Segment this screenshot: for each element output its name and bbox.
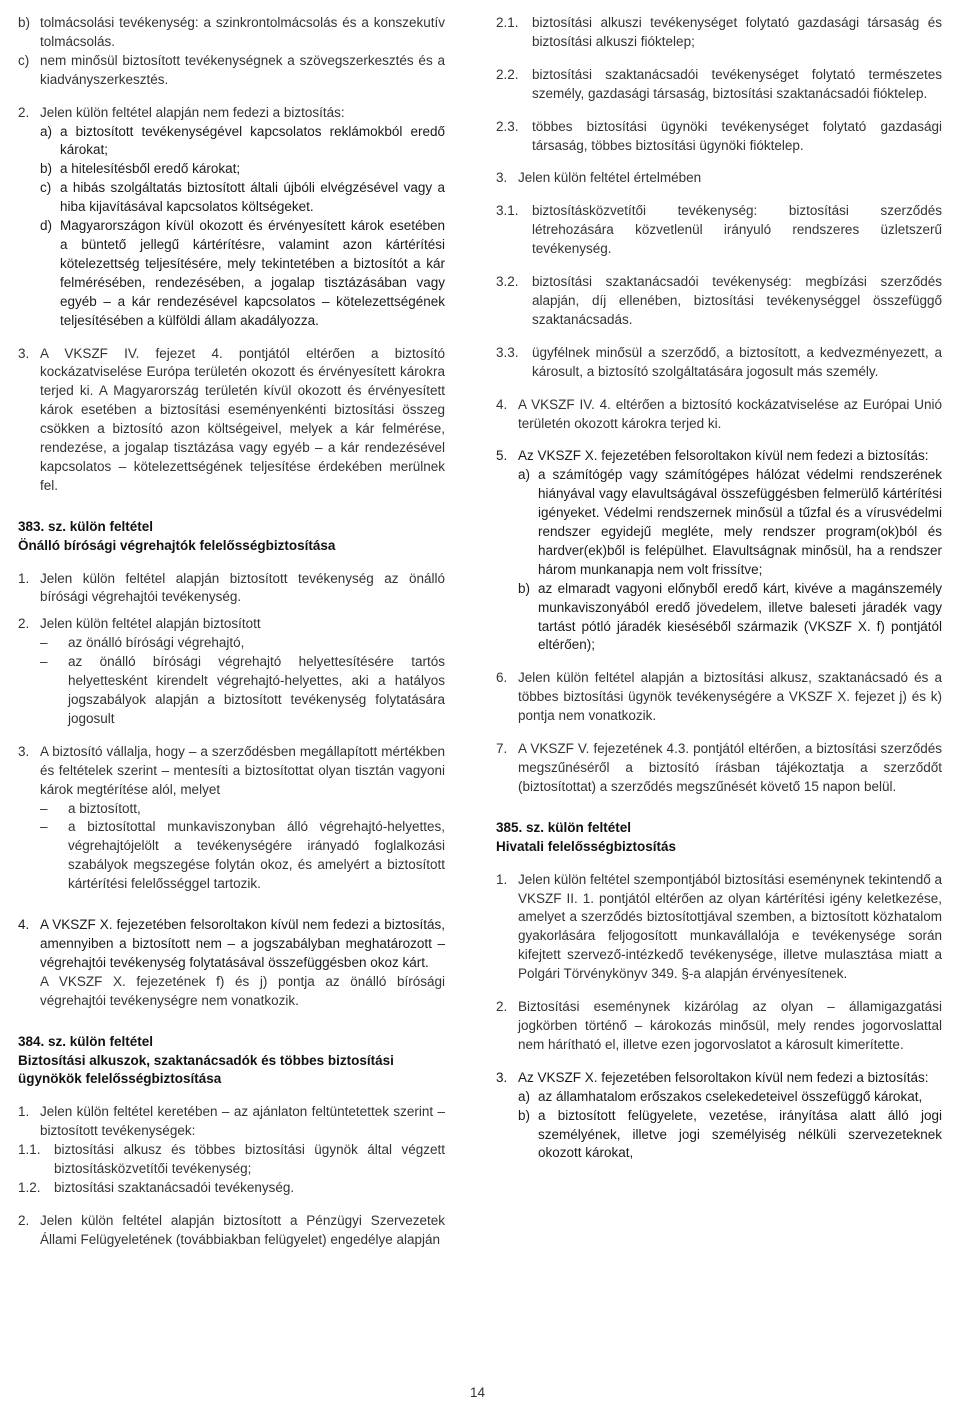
list-item: a) az államhatalom erőszakos cselekedeteivel összefüggő károkat,: [518, 1088, 923, 1104]
list-item: 2.3. többes biztosítási ügynöki tevékenységet folytató gazdasági társaság, többes biztosítási ügynöki fióktelep.: [496, 118, 942, 153]
list-item: d) Magyarországon kívül okozott és érvényesített károk esetében a büntető jellegű kártérítésre, valamint azon kártérítési kötelezettség teljesítésére, mely tekintetében a biztosítót a kár felmérésében, rendezésében, a jogalap tisztázásában vagy egyéb – a kár rendezésével kapcsolatos – kötelezettségének teljesítésében a külföldi állam akadályozza.: [40, 218, 445, 328]
list-item: a) a számítógép vagy számítógépes hálózat védelmi rendszerének hiányával vagy elavultságával összefüggésben felmerülő kártérítési igényeket. Védelmi rendszernek minősül a tűzfal és a vírusvédelmi rendszer egyidejű megléte, mely rendszer program(ok)ból és hardver(ek)ből is felépülhet. Elavultságnak minősül, ha a rendszer három munkanapja nem volt frissítve;: [518, 467, 942, 577]
section-heading-383: 383. sz. külön feltétel: [18, 518, 154, 534]
list-item: 1. Jelen külön feltétel alapján biztosított tevékenység az önálló bírósági végrehajtói tevékenység.: [18, 570, 445, 605]
dash-item: – a biztosított,: [40, 800, 141, 816]
list-item: b) tolmácsolási tevékenység: a szinkrontolmácsolás és a konszekutív tolmácsolás.: [18, 15, 445, 49]
list-item: 1.2. biztosítási szaktanácsadói tevékenység.: [18, 1179, 295, 1195]
section-title-384: Biztosítási alkuszok, szaktanácsadók és többes biztosítási ügynökök felelősségbiztosítása: [18, 1052, 394, 1087]
list-item: b) az elmaradt vagyoni előnyből eredő kárt, kivéve a magánszemély munkaviszonyából eredő jövedelem, illetve baleseti járadék vagy tartást pótló járadék kieséséből származik (VKSZF X. f) pontjától eltérően);: [518, 580, 942, 653]
list-item: 7. A VKSZF V. fejezetének 4.3. pontjától eltérően, a biztosítási szerződés megszűnéséről a biztosító írásban tájékoztatja a szerződőt (biztosítottat) a szerződés megszűnését követő 15 napon belül.: [496, 741, 942, 794]
list-item: b) a biztosított felügyelete, vezetése, irányítása alatt álló jogi személyének, illetve jogi személyiség nélküli szervezeteknek okozott károkat,: [518, 1107, 942, 1161]
list-item: 3.1. biztosításközvetítői tevékenység: biztosítási szerződés létrehozására közvetlenül irányuló rendszeres üzletszerű tevékenység.: [496, 203, 942, 257]
list-item: 2. Jelen külön feltétel alapján biztosított a Pénzügyi Szervezetek Állami Felügyeletének (továbbiakban felügyelet) engedélye alapján: [18, 1212, 445, 1247]
list-item: 3.2. biztosítási szaktanácsadói tevékenység: megbízási szerződés alapján, díj ellenében, biztosítási tevékenységgel összefüggő szaktanácsadás.: [496, 274, 942, 327]
section-heading-384: 384. sz. külön feltétel: [18, 1033, 154, 1049]
list-item: 5. Az VKSZF X. fejezetében felsoroltakon kívül nem fedezi a biztosítás:: [496, 448, 929, 464]
list-item: 2.2. biztosítási szaktanácsadói tevékenységet folytató természetes személy, gazdasági társaság, biztosítási szaktanácsadói fióktelep.: [496, 66, 942, 101]
list-item: 2. Biztosítási eseménynek kizárólag az olyan – államigazgatási jogkörben történő – károkozás minősül, mely rendes jogorvoslattal nem hárítható el, illetve ezen jogorvoslatot a károsult kimerítette.: [496, 999, 942, 1052]
list-item: 3. A biztosító vállalja, hogy – a szerződésben megállapított mértékben és feltételek szerint – mentesíti a biztosítottat olyan tisztán vagyoni károk megtérítése alól, melyet: [18, 743, 445, 797]
list-item: c) nem minősül biztosított tevékenységnek a szövegszerkesztés és a kiadványszerkesztés.: [18, 52, 445, 87]
list-item: a) a biztosított tevékenységével kapcsolatos reklámokból eredő károkat;: [40, 123, 445, 158]
list-item: 3. A VKSZF IV. fejezet 4. pontjától eltérően a biztosító kockázatviselése Európa területén okozott és érvényesített károkra terjed ki. A Magyarország területén kívül okozott és érvényesített károk esetében a biztosítási eseményenkénti biztosítási összeg csökken a biztosító azon költségeivel, melyek a kár felmérése, rendezése, a jogalap tisztázása vagy egyéb – a kár rendezésével kapcsolatos – kötelezettségének teljesítése érdekében merülnek fel.: [18, 345, 445, 493]
left-column: [18, 14, 445, 1250]
list-item: 1. Jelen külön feltétel szempontjából biztosítási eseménynek tekintendő a VKSZF II. 1. pontjától eltérően az olyan kártérítési igény keletkezése, amelyet a szerződés biztosítottjával szemben, a biztosított közhatalom gyakorlására feljogosított munkavállalója e tevékenysége során kifejtett szervező-intézkedő tevékenysége, illetve mulasztása miatt a Polgári Törvénykönyv 349. §-a alapján érvényesítenek.: [496, 871, 943, 982]
section-heading-385: 385. sz. külön feltétel: [496, 819, 632, 835]
dash-item: – az önálló bírósági végrehajtó helyettesítésére tartós helyettesként kirendelt végrehajtó-helyettes, aki a hatályos jogszabályok alapján a biztosított tevékenység folytatására jogosult: [40, 654, 445, 726]
list-item: 2.1. biztosítási alkuszi tevékenységet folytató gazdasági társaság és biztosítási alkuszi fióktelep;: [496, 15, 942, 49]
list-item: 4. A VKSZF X. fejezetében felsoroltakon kívül nem fedezi a biztosítás, amennyiben a biztosított nem – a jogszabályban meghatározott – végrehajtói tevékenység folytatásával összefüggésben okoz kárt.: [18, 917, 445, 970]
section-title-383: Önálló bírósági végrehajtók felelősségbiztosítása: [18, 537, 336, 553]
right-column: [496, 14, 942, 1163]
list-item: 3. Az VKSZF X. fejezetében felsoroltakon kívül nem fedezi a biztosítás:: [496, 1069, 929, 1085]
list-item: 2. Jelen külön feltétel alapján nem fedezi a biztosítás:: [18, 104, 345, 120]
page-number: 14: [470, 1385, 486, 1400]
list-item: b) a hitelesítésből eredő károkat;: [40, 161, 241, 177]
list-item: 6. Jelen külön feltétel alapján a biztosítási alkusz, szaktanácsadó és a többes biztosítási ügynök tevékenységére a VKSZF X. fejezet j) és k) pontja nem vonatkozik.: [496, 670, 942, 724]
dash-item: – az önálló bírósági végrehajtó,: [40, 635, 245, 651]
list-item: 4. A VKSZF IV. 4. eltérően a biztosító kockázatviselése az Európai Unió területén okozott károkra terjed ki.: [496, 396, 942, 431]
list-item: 3.3. ügyfélnek minősül a szerződő, a biztosított, a kedvezményezett, a károsult, a biztosító szolgáltatására jogosult más személy.: [496, 344, 942, 379]
list-item-extra: A VKSZF X. fejezetének f) és j) pontja az önálló bírósági végrehajtói tevékenységre nem vonatkozik.: [40, 973, 445, 1008]
list-item: 3. Jelen külön feltétel értelmében: [496, 170, 702, 186]
list-item: 1. Jelen külön feltétel keretében – az ajánlaton feltüntetettek szerint – biztosított tevékenységek:: [18, 1104, 445, 1139]
list-item: 2. Jelen külön feltétel alapján biztosított: [18, 616, 261, 632]
list-item: c) a hibás szolgáltatás biztosított általi újbóli elvégzésével vagy a hiba kijavításával kapcsolatos költségeket.: [40, 180, 445, 215]
list-item: 1.1. biztosítási alkusz és többes biztosítási ügynök által végzett biztosításközvetítői tevékenység;: [18, 1142, 445, 1177]
section-title-385: Hivatali felelősségbiztosítás: [496, 838, 677, 854]
dash-item: – a biztosítottal munkaviszonyban álló végrehajtó-helyettes, végrehajtójelölt a tevékenységére irányadó foglalkozási szabályok megszegése folytán okoz, és amelyért a biztosított kártérítési felelősséggel tartozik.: [40, 819, 445, 892]
